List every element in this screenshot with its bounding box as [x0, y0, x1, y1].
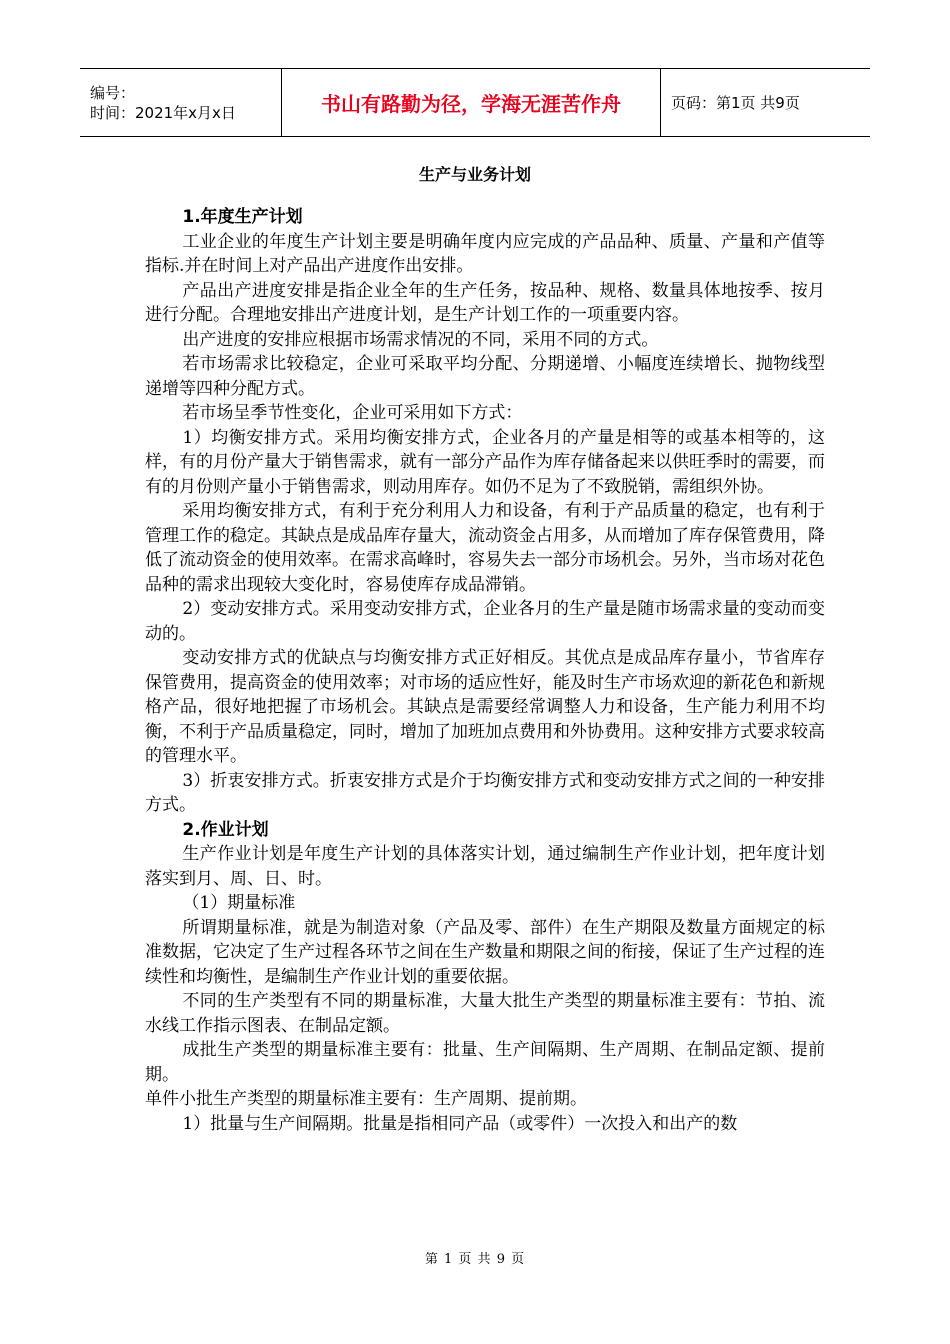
paragraph: 3）折衷安排方式。折衷安排方式是介于均衡安排方式和变动安排方式之间的一种安排方式。 [145, 770, 825, 815]
document-number-label: 编号： [90, 83, 136, 102]
paragraph: 成批生产类型的期量标准主要有：批量、生产间隔期、生产周期、在制品定额、提前期。 [145, 1040, 825, 1085]
document-title: 生产与业务计划 [418, 165, 531, 184]
paragraph: 变动安排方式的优缺点与均衡安排方式正好相反。其优点是成品库存量小，节省库存保管费用，提高资金的使用效率；对市场的适应性好，能及时生产市场欢迎的新花色和新规格产品，很好地把握了市场机会。其缺点是需要经常调整人力和设备，生产能力利用不均衡，不利于产品质量稳定，同时，增加了加班加点费用和外协费用。这种安排方式要求较高的管理水平。 [145, 648, 825, 766]
section-heading: 2.作业计划 [182, 819, 269, 840]
paragraph: 单件小批生产类型的期量标准主要有：生产周期、提前期。 [145, 1089, 587, 1109]
page-footer: 第 1 页 共 9 页 [424, 1252, 526, 1267]
page-header [80, 68, 870, 137]
paragraph: 2）变动安排方式。采用变动安排方式，企业各月的生产量是随市场需求量的变动而变动的。 [145, 599, 825, 644]
document-date: 时间：2021年x月x日 [90, 103, 236, 122]
motto-text: 书山有路勤为径，学海无涯苦作舟 [321, 92, 621, 116]
section-heading: 1.年度生产计划 [182, 207, 303, 227]
paragraph: 1）批量与生产间隔期。批量是指相同产品（或零件）一次投入和出产的数 [182, 1113, 738, 1134]
paragraph: 所谓期量标准，就是为制造对象（产品及零、部件）在生产期限及数量方面规定的标准数据，它决定了生产过程各环节之间在生产数量和期限之间的衔接，保证了生产过程的连续性和均衡性，是编制生产作业计划的重要依据。 [145, 917, 825, 987]
header-motto [282, 69, 661, 136]
header-meta [80, 69, 282, 136]
paragraph: （1）期量标准 [182, 893, 296, 913]
paragraph: 出产进度的安排应根据市场需求情况的不同，采用不同的方式。 [182, 329, 659, 350]
header-page-info [661, 69, 870, 136]
paragraph: 若市场呈季节性变化，企业可采用如下方式： [182, 403, 523, 423]
paragraph: 工业企业的年度生产计划主要是明确年度内应完成的产品品种、质量、产量和产值等指标.并在时间上对产品出产进度作出安排。 [145, 231, 825, 276]
paragraph: 产品出产进度安排是指企业全年的生产任务，按品种、规格、数量具体地按季、按月进行分配。合理地安排出产进度计划，是生产计划工作的一项重要内容。 [145, 280, 825, 325]
page-info-text: 页码：第1页 共9页 [671, 94, 800, 112]
paragraph: 采用均衡安排方式，有利于充分利用人力和设备，有利于产品质量的稳定，也有利于管理工作的稳定。其缺点是成品库存量大，流动资金占用多，从而增加了库存保管费用，降低了流动资金的使用效率。在需求高峰时，容易失去一部分市场机会。另外，当市场对花色品种的需求出现较大变化时，容易使库存成品滞销。 [145, 501, 825, 595]
document-body [145, 205, 825, 1136]
paragraph: 不同的生产类型有不同的期量标准，大量大批生产类型的期量标准主要有：节拍、流水线工作指示图表、在制品定额。 [145, 991, 825, 1036]
paragraph: 1）均衡安排方式。采用均衡安排方式，企业各月的产量是相等的或基本相等的，这样，有的月份产量大于销售需求，就有一部分产品作为库存储备起来以供旺季时的需要，而有的月份则产量小于销售需求，则动用库存。如仍不足为了不致脱销，需组织外协。 [145, 427, 825, 497]
paragraph: 若市场需求比较稳定，企业可采取平均分配、分期递增、小幅度连续增长、抛物线型递增等四种分配方式。 [145, 354, 825, 399]
paragraph: 生产作业计划是年度生产计划的具体落实计划，通过编制生产作业计划，把年度计划落实到月、周、日、时。 [145, 844, 825, 889]
